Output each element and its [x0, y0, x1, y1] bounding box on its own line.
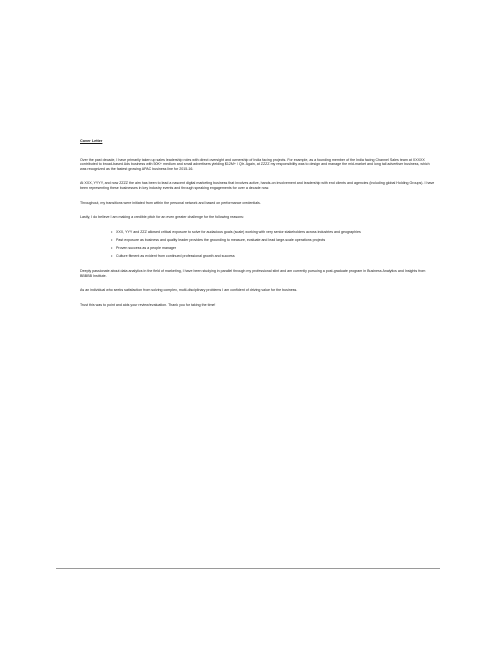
list-item	[111, 253, 436, 259]
reasons-list	[80, 230, 436, 259]
bullet-icon: •	[111, 236, 113, 242]
paragraph-closing: Trust this was to point and aids your review/evaluation. Thank you for taking the time!	[80, 302, 216, 307]
cover-letter-body	[80, 139, 436, 317]
list-item-text: Culture fitment as evident from continued professional growth and success	[116, 254, 235, 259]
list-item-text: XXX, YYY and ZZZ allowed critical exposure to solve for audacious goals (scale) working with very senior stakeholders across industries and geographies	[116, 229, 361, 234]
bullet-icon: •	[111, 245, 113, 251]
list-item	[111, 245, 436, 251]
paragraph-transitions: Throughout, my transitions were initiated from within the personal network and based on performance credentials.	[80, 200, 261, 205]
paragraph-value: As an individual who seeks satisfaction from solving complex, multi-disciplinary problems I am confident of driving value for the business.	[80, 288, 298, 293]
list-item-text: Proven success as a people manager	[116, 246, 177, 251]
list-item-text: Past exposure as business and quality leader provides the grounding to measure, evaluate and lead large-scale operations projects	[116, 237, 326, 242]
paragraph-experience: Over the past decade, I have primarily taken up sales leadership roles with direct oversight and ownership of India facing projects. For example, as a founding member of the India facing Channel Sales team at XXXXX contributed to broad-based Ads business with 50K+ medium and small advertisers yielding $12M+ / Qtr. Again, at ZZZZ my responsibility was to design and manage the mid-market and long tail advertiser business, which was recognized as the fastest growing APAC business line for 2015-16.	[80, 157, 430, 171]
list-item	[111, 228, 436, 235]
paragraph-analytics: Deeply passionate about data analytics in the field of marketing, I have been studying in parallel through my professional stint and am currently pursuing a post-graduate program in Business Analytics and Insights from BBBBB Institute.	[80, 268, 426, 278]
cover-letter-heading: Cover Letter	[80, 139, 103, 143]
paragraph-digital-marketing: At XXX, YYYY, and now ZZZZ the aim has been to lead a nascent digital marketing business that involves active, hands-on involvement and leadership with end clients and agencies (including global Holding Groups). I have been representing these businesses in key industry events and through speaking engagements for over a decade now.	[80, 181, 435, 190]
bullet-icon: •	[111, 253, 113, 259]
list-item	[111, 236, 436, 243]
bullet-icon: •	[111, 228, 113, 234]
footer-divider	[56, 568, 440, 569]
paragraph-pitch: Lastly, I do believe I am making a credible pitch for an even greater challenge for the following reasons:	[80, 215, 244, 220]
